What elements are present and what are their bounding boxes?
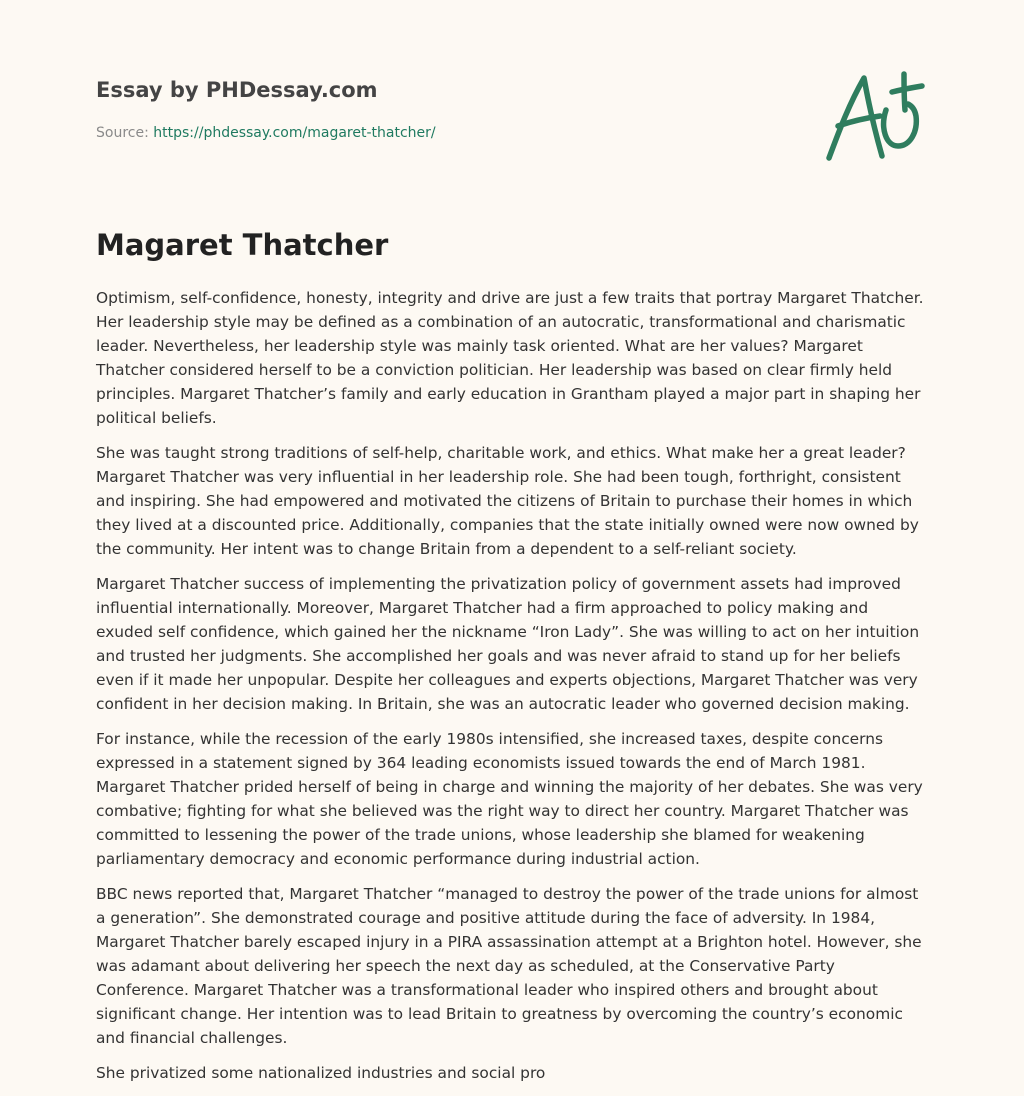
site-brand: Essay by PHDessay.com	[96, 78, 378, 102]
source-link[interactable]: https://phdessay.com/magaret-thatcher/	[153, 125, 436, 141]
a-plus-grade-icon	[824, 66, 928, 166]
source-line	[96, 123, 436, 143]
paragraph-6: She privatized some nationalized industries and social pro	[96, 1064, 546, 1082]
paragraph-4: For instance, while the recession of the early 1980s intensified, she increased taxes, despite concerns expressed in a statement signed by 364 leading economists issued towards the end of March 1981. Margaret Thatcher prided herself of being in charge and winning the majority of her debates. She was very combative; fighting for what she believed was the right way to direct her country. Margaret Thatcher was committed to lessening the power of the trade unions, whose leadership she blamed for weakening parliamentary democracy and economic performance during industrial action.	[96, 730, 923, 868]
document-title: Magaret Thatcher	[96, 228, 389, 262]
paragraph-5: BBC news reported that, Margaret Thatcher “managed to destroy the power of the trade unions for almost a generation”. She demonstrated courage and positive attitude during the face of adversity. In 1984, Margaret Thatcher barely escaped injury in a PIRA assassination attempt at a Brighton hotel. However, she was adamant about delivering her speech the next day as scheduled, at the Conservative Party Conference. Margaret Thatcher was a transformational leader who inspired others and brought about significant change. Her intention was to lead Britain to greatness by overcoming the country’s economic and financial challenges.	[96, 885, 922, 1047]
paragraph-1: Optimism, self-confidence, honesty, integrity and drive are just a few traits that portray Margaret Thatcher. Her leadership style may be defined as a combination of an autocratic, transformational and charismatic leader. Nevertheless, her leadership style was mainly task oriented. What are her values? Margaret Thatcher considered herself to be a conviction politician. Her leadership was based on clear firmly held principles. Margaret Thatcher’s family and early education in Grantham played a major part in shaping her political beliefs.	[96, 289, 924, 427]
paragraph-3: Margaret Thatcher success of implementing the privatization policy of government assets had improved influential internationally. Moreover, Margaret Thatcher had a firm approached to policy making and exuded self confidence, which gained her the nickname “Iron Lady”. She was willing to act on her intuition and trusted her judgments. She accomplished her goals and was never afraid to stand up for her beliefs even if it made her unpopular. Despite her colleagues and experts objections, Margaret Thatcher was very confident in her decision making. In Britain, she was an autocratic leader who governed decision making.	[96, 575, 920, 713]
paragraph-2: She was taught strong traditions of self-help, charitable work, and ethics. What make her a great leader? Margaret Thatcher was very influential in her leadership role. She had been tough, forthright, consistent and inspiring. She had empowered and motivated the citizens of Britain to purchase their homes in which they lived at a discounted price. Additionally, companies that the state initially owned were now owned by the community. Her intent was to change Britain from a dependent to a self-reliant society.	[96, 444, 919, 558]
essay-body	[96, 286, 930, 1096]
source-label: Source:	[96, 125, 154, 141]
